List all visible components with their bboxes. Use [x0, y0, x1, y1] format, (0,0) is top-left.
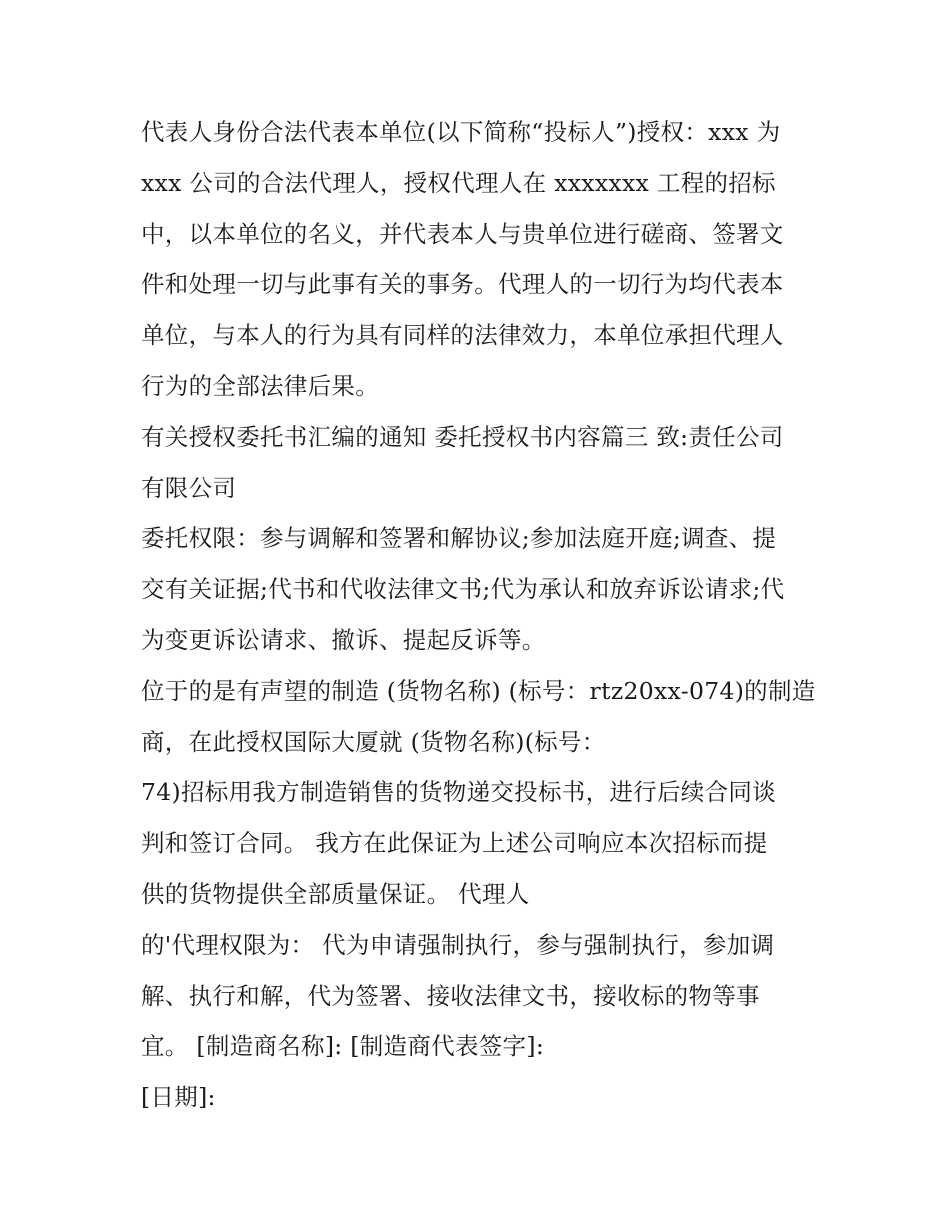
text-line: 行为的全部法律后果。 — [141, 371, 379, 400]
text-line: 中，以本单位的名义，并代表本人与贵单位进行磋商、签署文 — [141, 219, 784, 248]
text-line: 单位，与本人的行为具有同样的法律效力，本单位承担代理人 — [141, 321, 784, 350]
text-line: 判和签订合同。 我方在此保证为上述公司响应本次招标而提 — [141, 829, 768, 858]
text-line: [日期]: — [141, 1083, 216, 1112]
text-line: 解、执行和解，代为签署、接收法律文书，接收标的物等事 — [141, 981, 760, 1010]
text-line: 供的货物提供全部质量保证。 代理人 — [141, 879, 530, 908]
text-line: 件和处理一切与此事有关的事务。代理人的一切行为均代表本 — [141, 270, 784, 299]
text-line: 委托权限：参与调解和签署和解协议;参加法庭开庭;调查、提 — [141, 524, 777, 553]
text-line: xxx 公司的合法代理人，授权代理人在 xxxxxxx 工程的招标 — [141, 168, 776, 197]
text-line: 交有关证据;代书和代收法律文书;代为承认和放弃诉讼请求;代 — [141, 575, 785, 604]
text-line: 位于的是有声望的制造 (货物名称) (标号：rtz20xx-074)的制造 — [141, 676, 816, 705]
text-line: 有限公司 — [141, 473, 237, 502]
document-body — [141, 107, 821, 1123]
text-line: 宜。 [制造商名称]: [制造商代表签字]: — [141, 1032, 545, 1061]
text-line: 商，在此授权国际大厦就 (货物名称)(标号： — [141, 727, 606, 756]
text-line: 74)招标用我方制造销售的货物递交投标书，进行后续合同谈 — [141, 778, 776, 807]
text-line: 代表人身份合法代表本单位(以下简称“投标人”)授权：xxx 为 — [141, 118, 781, 146]
text-line: 为变更诉讼请求、撤诉、提起反诉等。 — [141, 625, 546, 654]
text-line: 有关授权委托书汇编的通知 委托授权书内容篇三 致:责任公司 — [141, 422, 784, 451]
text-line: 的'代理权限为： 代为申请强制执行，参与强制执行，参加调 — [141, 930, 775, 959]
